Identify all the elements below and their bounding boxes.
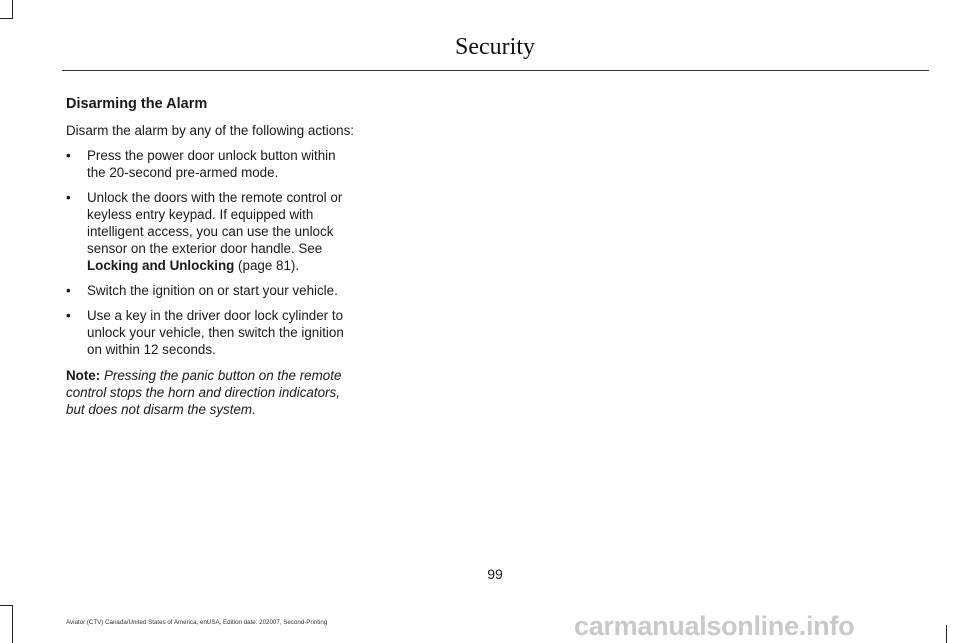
- section-heading: Disarming the Alarm: [66, 96, 208, 112]
- bullet-icon: •: [66, 283, 71, 298]
- note-label: Note:: [66, 368, 101, 383]
- list-item: [66, 282, 356, 299]
- list-item: [66, 189, 356, 274]
- cross-reference-link[interactable]: Locking and Unlocking: [87, 258, 235, 273]
- crop-mark-top-left-horizontal: [0, 18, 13, 19]
- crop-mark-bottom-left-horizontal: [0, 605, 13, 606]
- bullet-icon: •: [66, 190, 71, 205]
- page-header-title: Security: [455, 34, 535, 60]
- crop-mark-bottom-right-vertical: [946, 625, 947, 643]
- list-item-text: Unlock the doors with the remote control or keyless entry keypad. If equipped with intelligent access, you can use the unlock sensor on the exterior door handle. See: [87, 190, 343, 256]
- note-paragraph: [66, 367, 356, 418]
- crop-mark-top-left-vertical: [12, 0, 13, 18]
- list-item-text: Press the power door unlock button within the 20-second pre-armed mode.: [87, 148, 336, 180]
- bullet-icon: •: [66, 308, 71, 323]
- list-item-text: Use a key in the driver door lock cylinder to unlock your vehicle, then switch the ignition on within 12 seconds.: [87, 308, 344, 357]
- note-text: Pressing the panic button on the remote control stops the horn and direction indicators, but does not disarm the system.: [66, 368, 342, 417]
- watermark-logo: carmanualsonline.info: [574, 611, 855, 641]
- bullet-list: [66, 147, 356, 358]
- footer-edition-info: Aviator (CTV) Canada/United States of America, enUSA, Edition date: 202007, Second-Printing: [66, 619, 328, 626]
- header-divider: [62, 70, 929, 71]
- page-number: 99: [487, 566, 503, 582]
- list-item: [66, 147, 356, 181]
- intro-paragraph: Disarm the alarm by any of the following actions:: [66, 123, 355, 138]
- page-reference: (page 81).: [234, 258, 300, 273]
- main-content: [66, 96, 356, 418]
- bullet-icon: •: [66, 148, 71, 163]
- crop-mark-bottom-left-vertical: [12, 605, 13, 643]
- list-item: [66, 307, 356, 358]
- list-item-text: Switch the ignition on or start your vehicle.: [87, 283, 338, 298]
